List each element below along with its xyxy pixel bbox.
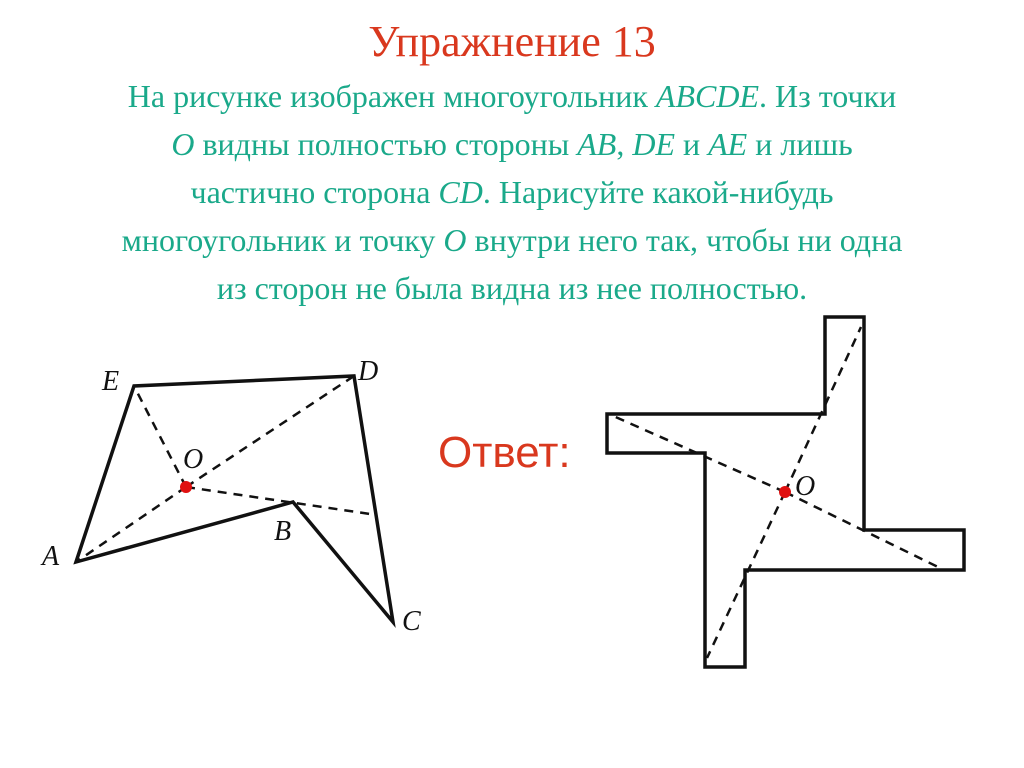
exercise-title: Упражнение 13 — [368, 17, 656, 66]
sightline-o-a — [76, 487, 186, 562]
point-o-right — [779, 486, 791, 498]
task-line-1: На рисунке изображен многоугольник ABCDE. Из точки — [127, 78, 897, 114]
figure-left — [40, 356, 421, 637]
sightline-o-d — [186, 376, 354, 487]
label-c: C — [402, 606, 421, 637]
sightline-o-cd — [186, 487, 377, 515]
task-line-3: частично сторона CD. Нарисуйте какой-нибудь — [190, 174, 834, 210]
sightline-o-e — [134, 386, 186, 487]
label-a: A — [42, 541, 60, 572]
task-line-2: O видны полностью стороны AB, DE и AE и лишь — [171, 126, 853, 162]
answer-label: Ответ: — [438, 428, 571, 477]
label-b: B — [274, 516, 292, 547]
label-e: E — [102, 366, 120, 397]
point-o-left — [180, 481, 192, 493]
label-o-left: O — [183, 444, 204, 475]
polygon-abcde — [76, 376, 393, 622]
task-line-5: из сторон не была видна из нее полностью. — [216, 270, 808, 306]
task-line-4: многоугольник и точку O внутри него так, чтобы ни одна — [121, 222, 903, 258]
sightline-up — [785, 327, 861, 492]
label-o-right: O — [795, 471, 816, 502]
label-d: D — [358, 356, 379, 387]
figure-right — [607, 317, 964, 667]
